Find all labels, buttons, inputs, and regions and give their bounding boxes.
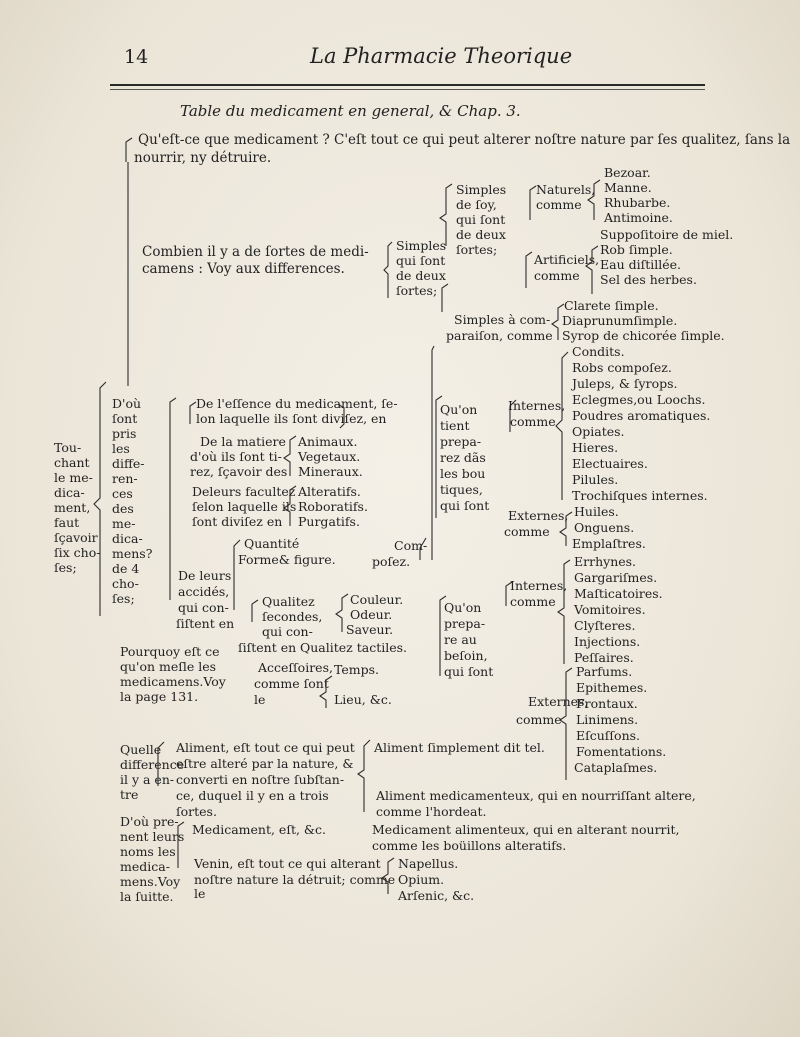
simples-comp-2: paraiſon, comme	[446, 328, 553, 343]
doufont-7: ces	[112, 486, 133, 501]
internes1-item-8: Electuaires.	[572, 456, 648, 471]
simples-outer-3: de deux	[396, 268, 446, 283]
internes2-item-7: Peſſaires.	[574, 650, 634, 665]
externes2-item-4: Linimens.	[576, 712, 639, 727]
externes2-item-1: Parfums.	[576, 664, 633, 679]
quon-tient-5: les bou	[440, 466, 486, 481]
externes1-item-huiles: Huiles.	[574, 504, 619, 519]
externes2-item-7: Cataplaſmes.	[574, 760, 658, 775]
header-rule	[110, 84, 705, 86]
quon-prepare-5: qui ſont	[444, 664, 494, 679]
facultez-2: ſelon laquelle ils	[192, 499, 297, 514]
qualitez2-3: qui con-	[262, 624, 313, 639]
doufont-11: mens?	[112, 546, 153, 561]
left-col-6: faut	[54, 515, 80, 530]
venin-item-napellus: Napellus.	[398, 856, 459, 871]
simples-outer-4: ſortes;	[396, 283, 438, 298]
doufont-10: dica-	[112, 531, 143, 546]
intro-line-2: nourrir, ny détruire.	[134, 150, 272, 166]
doupre-4: medica-	[120, 859, 170, 874]
internes2-item-1: Errhynes.	[574, 554, 637, 569]
internes1-2: comme	[510, 414, 556, 429]
quon-prepare-4: beſoin,	[444, 648, 488, 663]
matiere-item-animaux: Animaux.	[298, 434, 358, 449]
quon-prepare-3: re au	[444, 632, 477, 647]
accessoires-item-temps: Temps.	[334, 662, 380, 677]
quon-tient-4: rez dãs	[440, 450, 486, 465]
doufont-3: pris	[112, 426, 137, 441]
doufont-6: ren-	[112, 471, 138, 486]
externes1-2: comme	[504, 524, 550, 539]
simples-defoy-1: Simples	[456, 182, 507, 197]
naturel-item-bezoar: Bezoar.	[604, 165, 651, 180]
internes2-item-3: Maſticatoires.	[574, 586, 663, 601]
internes2-item-5: Clyſteres.	[574, 618, 636, 633]
internes2-item-2: Gargariſmes.	[574, 570, 658, 585]
internes1-item-7: Hieres.	[572, 440, 619, 455]
matiere-3: rez, ſçavoir des	[190, 464, 288, 479]
quon-prepare-1: Qu'on	[444, 600, 482, 615]
running-title: La Pharmacie Theorique	[310, 44, 573, 68]
doupre-5: mens.Voy	[120, 874, 181, 889]
left-col-3: le me-	[54, 470, 93, 485]
quon-tient-2: tient	[440, 418, 470, 433]
facultez-item-roboratifs: Roboratifs.	[298, 499, 368, 514]
externes2-item-3: Frontaux.	[576, 696, 638, 711]
accessoires-2: comme ſont	[254, 676, 329, 691]
quon-tient-7: qui ſont	[440, 498, 490, 513]
simples-comp-item-2: Diaprunumſimple.	[562, 313, 678, 328]
internes1-1: Internes,	[508, 398, 566, 413]
page-number: 14	[124, 46, 149, 68]
internes1-item-6: Opiates.	[572, 424, 625, 439]
quon-tient-3: prepa-	[440, 434, 482, 449]
accidens-3: qui con-	[178, 600, 229, 615]
pourquoy-2: qu'on meſle les	[120, 659, 217, 674]
internes1-item-1: Condits.	[572, 344, 625, 359]
simples-comp-1: Simples à com-	[454, 312, 551, 327]
left-col-5: ment,	[54, 500, 91, 515]
aliment-1: Aliment, eſt tout ce qui peut	[176, 740, 355, 755]
qualitez2-1: Qualitez	[262, 594, 315, 609]
quelle-diff-4: tre	[120, 787, 139, 802]
qualitez2-4: ſiſtent en	[238, 640, 297, 655]
header-rule-thin	[110, 89, 705, 90]
left-col-8: ſix cho-	[54, 545, 101, 560]
accessoires-item-lieu: Lieu, &c.	[334, 692, 392, 707]
externes2-item-2: Epithemes.	[576, 680, 648, 695]
venin-3: le	[194, 886, 206, 901]
venin-item-arsenic: Arſenic, &c.	[398, 888, 475, 903]
internes1-item-10: Trochiſques internes.	[572, 488, 708, 503]
qualitez2-item-couleur: Couleur.	[350, 592, 404, 607]
doupre-6: la ſuitte.	[120, 889, 174, 904]
quelle-diff-2: difference	[120, 757, 185, 772]
left-col-7: ſçavoir	[54, 530, 98, 545]
doufont-1: D'où	[112, 396, 142, 411]
doufont-13: cho-	[112, 576, 139, 591]
artificiel-item-3: Eau diſtillée.	[600, 257, 682, 272]
artificiels-1: Artificiels,	[534, 252, 600, 267]
pourquoy-1: Pourquoy eſt ce	[120, 644, 220, 659]
internes1-item-3: Juleps, & ſyrops.	[572, 376, 678, 391]
aliment-item-5: comme les boüillons alteratifs.	[372, 838, 567, 853]
combien-line-2: camens : Voy aux differences.	[142, 261, 345, 277]
simples-outer-2: qui ſont	[396, 253, 446, 268]
quantite-2: Forme& figure.	[238, 552, 336, 567]
facultez-3: ſont diviſez en	[192, 514, 283, 529]
simples-defoy-5: ſortes;	[456, 242, 498, 257]
internes1-item-5: Poudres aromatiques.	[572, 408, 711, 423]
quelle-diff-3: il y a en-	[120, 772, 175, 787]
doufont-9: me-	[112, 516, 136, 531]
naturels-1: Naturels,	[536, 182, 596, 197]
doupre-1: D'où pre-	[120, 814, 179, 829]
doupre-3: noms les	[120, 844, 176, 859]
aliment-5: ſortes.	[176, 804, 217, 819]
simples-defoy-2: de ſoy,	[456, 197, 497, 212]
naturel-item-antimoine: Antimoine.	[604, 210, 673, 225]
externes1-1: Externes,	[508, 508, 569, 523]
qualitez2-item-saveur: Saveur.	[346, 622, 394, 637]
aliment-item-2: Aliment medicamenteux, qui en nourriſſant altere,	[376, 788, 696, 803]
internes1-item-2: Robs compoſez.	[572, 360, 672, 375]
quon-tient-6: tiques,	[440, 482, 483, 497]
internes2-1: Internes,	[510, 578, 568, 593]
accidens-2: accidés,	[178, 584, 230, 599]
qualitez-tactiles: Qualitez tactiles.	[300, 640, 408, 655]
naturel-item-manne: Manne.	[604, 180, 652, 195]
doufont-2: ſont	[112, 411, 138, 426]
pourquoy-3: medicamens.Voy	[120, 674, 226, 689]
externes2-item-6: Fomentations.	[576, 744, 667, 759]
facultez-item-alteratifs: Alteratifs.	[298, 484, 361, 499]
accidens-4: ſiſtent en	[176, 616, 235, 631]
doufont-4: les	[112, 441, 130, 456]
aliment-3: converti en noſtre ſubſtan-	[176, 772, 345, 787]
facultez-item-purgatifs: Purgatifs.	[298, 514, 360, 529]
doufont-5: diffe-	[112, 456, 145, 471]
medicament-est: Medicament, eſt, &c.	[192, 822, 327, 837]
quelle-diff-1: Quelle	[120, 742, 162, 757]
simples-outer-1: Simples	[396, 238, 447, 253]
aliment-2: eſtre alteré par la nature, &	[176, 756, 354, 771]
venin-2: noſtre nature la détruit; comme	[194, 872, 396, 887]
quon-tient-1: Qu'on	[440, 402, 478, 417]
compose-1: Com-	[394, 538, 428, 553]
essence-2: lon laquelle ils ſont diviſez, en	[196, 411, 387, 426]
externes2-1: Externes,	[528, 694, 589, 709]
externes1-item-onguens: Onguens.	[574, 520, 635, 535]
artificiel-item-1: Suppoſitoire de miel.	[600, 227, 734, 242]
aliment-item-4: Medicament alimenteux, qui en alterant nourrit,	[372, 822, 680, 837]
matiere-1: De la matiere	[200, 434, 286, 449]
pourquoy-4: la page 131.	[120, 689, 199, 704]
intro-line-1: Qu'eſt-ce que medicament ? C'eſt tout ce qui peut alterer noſtre nature par ſes qualitez, ſans la	[138, 132, 791, 148]
simples-comp-item-3: Syrop de chicorée ſimple.	[562, 328, 725, 343]
doufont-14: ſes;	[112, 591, 135, 606]
matiere-2: d'où ils ſont ti-	[190, 449, 282, 464]
essence-1: De l'eſſence du medicament, ſe-	[196, 396, 398, 411]
naturel-item-rhubarbe: Rhubarbe.	[604, 195, 671, 210]
artificiels-2: comme	[534, 268, 580, 283]
doupre-2: nent leurs	[120, 829, 185, 844]
qualitez2-item-odeur: Odeur.	[350, 607, 393, 622]
externes2-item-5: Eſcuſſons.	[576, 728, 641, 743]
venin-item-opium: Opium.	[398, 872, 445, 887]
doufont-8: des	[112, 501, 134, 516]
simples-comp-item-1: Clarete ſimple.	[564, 298, 659, 313]
aliment-item-3: comme l'hordeat.	[376, 804, 487, 819]
simples-defoy-3: qui ſont	[456, 212, 506, 227]
left-col-2: chant	[54, 455, 90, 470]
quantite-1: Quantité	[244, 536, 300, 551]
accessoires-3: le	[254, 692, 266, 707]
left-col-4: dica-	[54, 485, 85, 500]
combien-line-1: Combien il y a de ſortes de medi-	[142, 244, 369, 260]
matiere-item-vegetaux: Vegetaux.	[298, 449, 361, 464]
aliment-4: ce, duquel il y en a trois	[176, 788, 329, 803]
internes2-2: comme	[510, 594, 556, 609]
qualitez2-2: ſecondes,	[262, 609, 323, 624]
venin-1: Venin, eſt tout ce qui alterant	[194, 856, 381, 871]
internes2-item-6: Injections.	[574, 634, 641, 649]
naturels-2: comme	[536, 197, 582, 212]
matiere-item-mineraux: Mineraux.	[298, 464, 363, 479]
externes2-2: comme	[516, 712, 562, 727]
aliment-item-1: Aliment ſimplement dit tel.	[374, 740, 545, 755]
compose-2: poſez.	[372, 554, 411, 569]
table-subtitle: Table du medicament en general, & Chap. 3.	[180, 102, 521, 120]
accidens-1: De leurs	[178, 568, 232, 583]
internes1-item-9: Pilules.	[572, 472, 619, 487]
left-col-9: ſes;	[54, 560, 77, 575]
artificiel-item-4: Sel des herbes.	[600, 272, 697, 287]
facultez-1: Deleurs facultez	[192, 484, 296, 499]
artificiel-item-2: Rob ſimple.	[600, 242, 673, 257]
simples-defoy-4: de deux	[456, 227, 506, 242]
internes2-item-4: Vomitoires.	[574, 602, 646, 617]
internes1-item-4: Eclegmes,ou Loochs.	[572, 392, 706, 407]
quon-prepare-2: prepa-	[444, 616, 486, 631]
externes1-item-emplastres: Emplaſtres.	[572, 536, 646, 551]
left-col-1: Tou-	[54, 440, 82, 455]
accessoires-1: Acceſſoires,	[258, 660, 333, 675]
doufont-12: de 4	[112, 561, 140, 576]
